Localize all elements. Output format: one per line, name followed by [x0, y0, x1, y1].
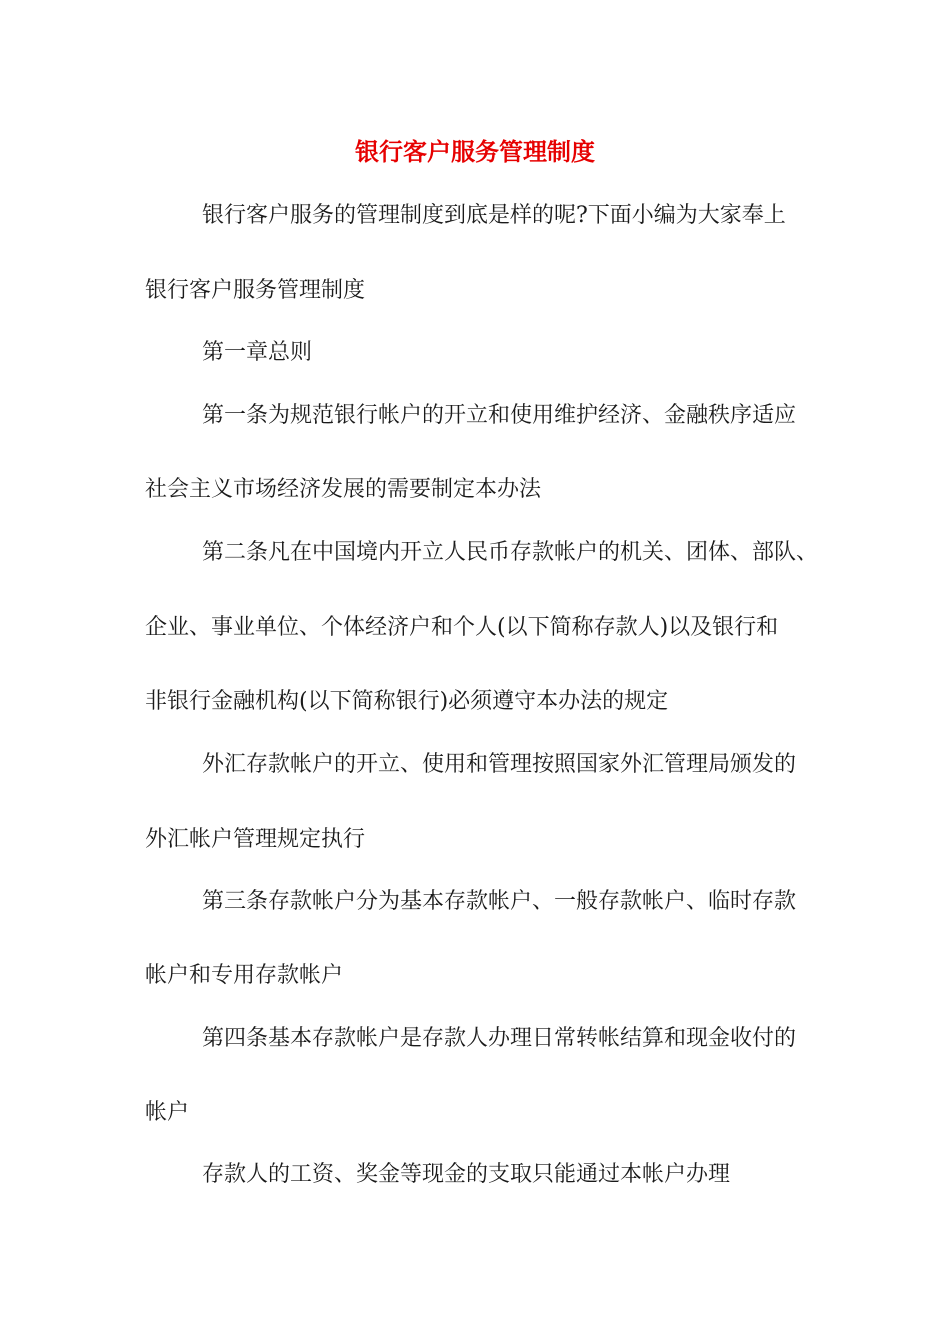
paragraph-line: 存款人的工资、奖金等现金的支取只能通过本帐户办理	[202, 1162, 731, 1187]
paragraph-line: 外汇帐户管理规定执行	[145, 827, 366, 852]
paragraph-line: 第三条存款帐户分为基本存款帐户、一般存款帐户、临时存款	[202, 889, 797, 914]
paragraph-line: 帐户和专用存款帐户	[145, 963, 344, 988]
paragraph-line: 社会主义市场经济发展的需要制定本办法	[145, 477, 542, 502]
paragraph-line: 银行客户服务管理制度	[145, 278, 366, 303]
paragraph-line: 外汇存款帐户的开立、使用和管理按照国家外汇管理局颁发的	[202, 752, 797, 777]
paragraph-line: 第二条凡在中国境内开立人民币存款帐户的机关、团体、部队、	[202, 540, 819, 565]
document-title: 银行客户服务管理制度	[355, 137, 595, 166]
paragraph-line: 企业、事业单位、个体经济户和个人(以下简称存款人)以及银行和	[145, 615, 779, 640]
paragraph-line: 非银行金融机构(以下简称银行)必须遵守本办法的规定	[145, 689, 669, 714]
paragraph-line: 第一章总则	[202, 340, 313, 365]
paragraph-line: 第一条为规范银行帐户的开立和使用维护经济、金融秩序适应	[202, 403, 797, 428]
paragraph-line: 银行客户服务的管理制度到底是样的呢?下面小编为大家奉上	[202, 203, 786, 228]
paragraph-line: 第四条基本存款帐户是存款人办理日常转帐结算和现金收付的	[202, 1026, 797, 1051]
paragraph-line: 帐户	[145, 1100, 190, 1125]
